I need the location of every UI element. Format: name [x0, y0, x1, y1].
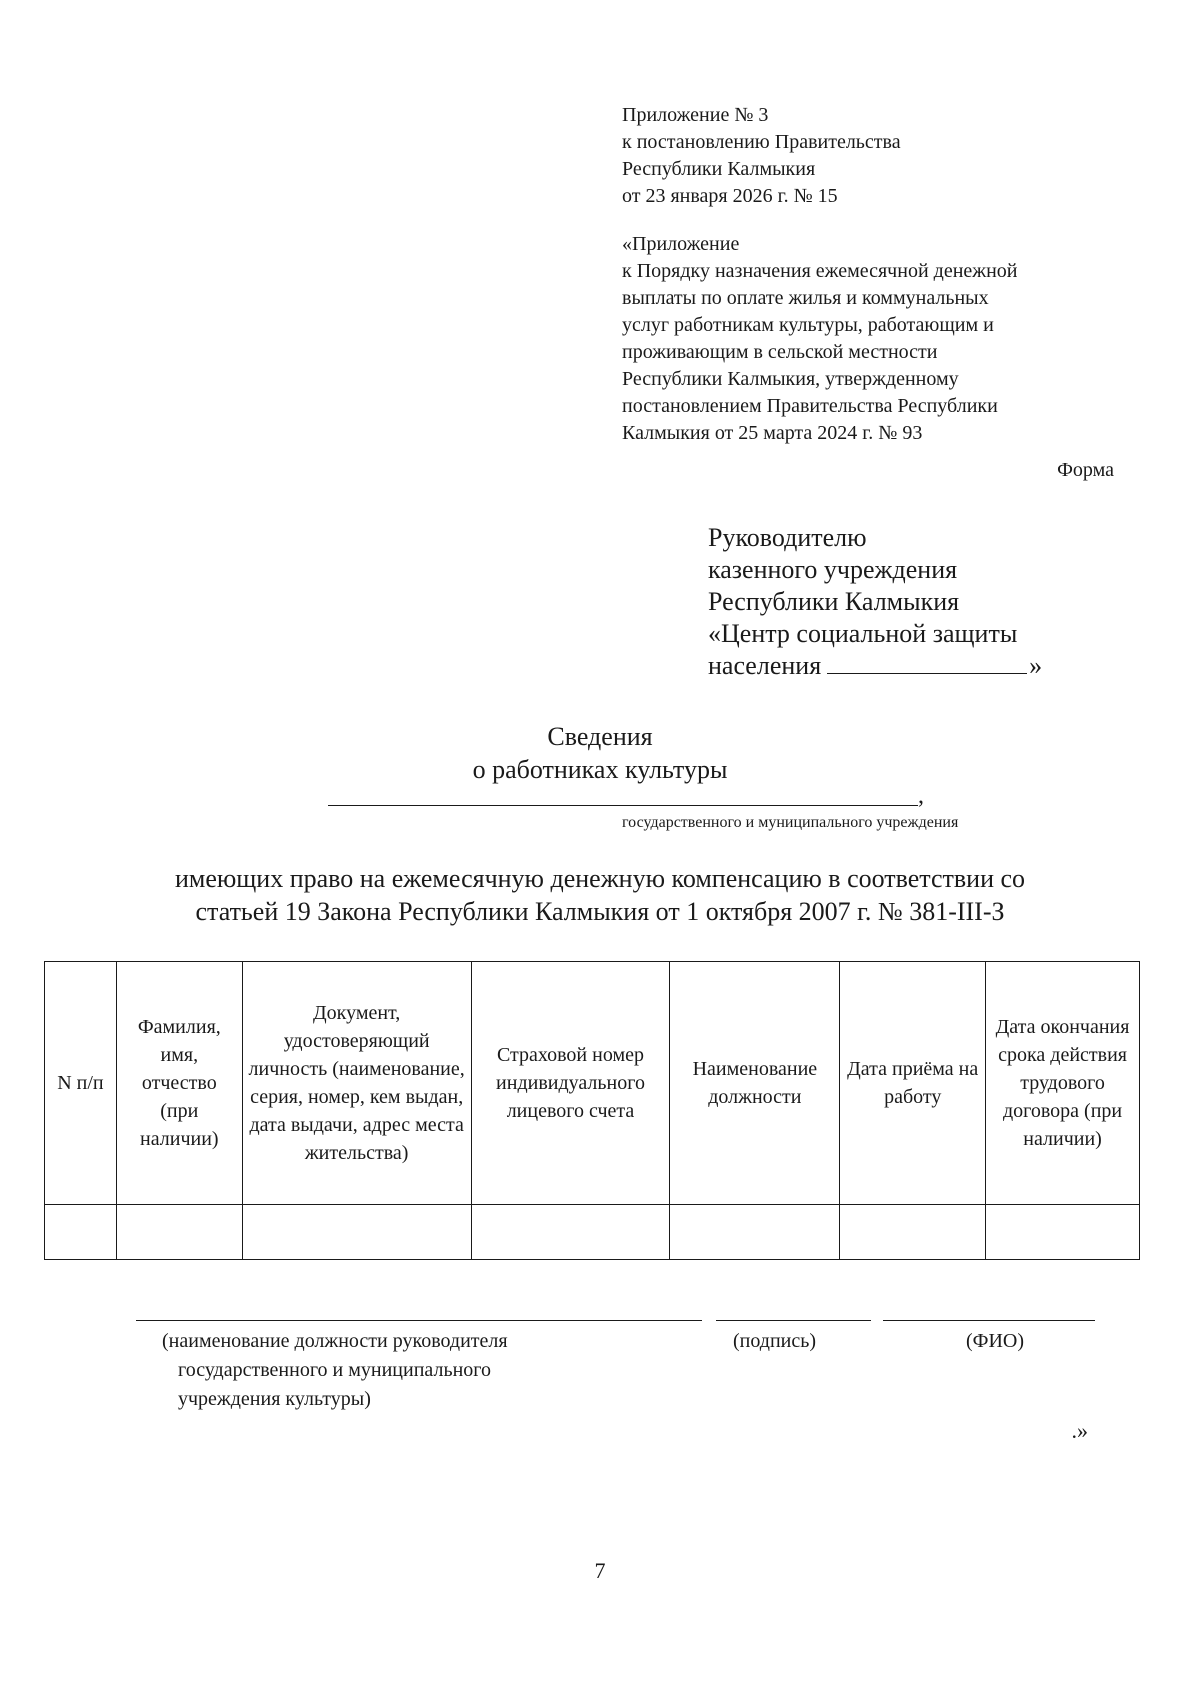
- inner-appendix-line: услуг работникам культуры, работающим и: [622, 314, 994, 336]
- position-caption-line: государственного и муниципального: [178, 1359, 491, 1381]
- column-header-hire-date: Дата приёма на работу: [840, 962, 986, 1205]
- organization-blank-field[interactable]: [328, 805, 918, 806]
- signature-caption: (подпись): [733, 1330, 817, 1352]
- addressee-block: [708, 522, 1042, 682]
- organization-caption: государственного и муниципального учреждения: [622, 814, 959, 831]
- addressee-line: «Центр социальной защиты: [708, 619, 1018, 648]
- inner-appendix-line: постановлением Правительства Республики: [622, 395, 998, 417]
- document-subtitle: о работниках культуры: [472, 755, 728, 784]
- inner-appendix-line: Республики Калмыкия, утвержденному: [622, 368, 959, 390]
- addressee-suffix: »: [1029, 651, 1043, 680]
- appendix-line: к постановлению Правительства: [622, 131, 901, 153]
- table-row: [45, 1205, 1140, 1260]
- page-number: 7: [594, 1558, 606, 1583]
- table-cell[interactable]: [840, 1205, 986, 1260]
- inner-appendix-line: выплаты по оплате жилья и коммунальных: [622, 287, 989, 309]
- closing-quote: .»: [1071, 1418, 1088, 1443]
- signature-line[interactable]: [716, 1320, 871, 1321]
- column-header-position: Наименование должности: [670, 962, 840, 1205]
- appendix-header: [622, 102, 1018, 447]
- column-header-full-name: Фамилия, имя, отчество (при наличии): [116, 962, 242, 1205]
- position-signature-line[interactable]: [136, 1320, 702, 1321]
- full-name-caption: (ФИО): [966, 1330, 1025, 1352]
- workers-table: [44, 961, 1140, 1260]
- inner-appendix-line: проживающим в сельской местности: [622, 341, 938, 363]
- organization-comma: ,: [918, 783, 924, 809]
- appendix-date: от 23 января 2026 г. № 15: [622, 185, 838, 207]
- full-name-signature-line[interactable]: [883, 1320, 1095, 1321]
- center-name-blank-field[interactable]: [827, 651, 1027, 674]
- addressee-prefix: населения: [708, 651, 822, 680]
- column-header-insurance-number: Страховой номер индивидуального лицевого счета: [471, 962, 670, 1205]
- appendix-title: Приложение № 3: [622, 104, 769, 126]
- inner-appendix-line: к Порядку назначения ежемесячной денежной: [622, 260, 1018, 282]
- addressee-line: казенного учреждения: [708, 555, 958, 584]
- document-title: Сведения: [547, 722, 653, 751]
- eligibility-line: имеющих право на ежемесячную денежную компенсацию в соответствии со: [174, 864, 1026, 893]
- position-caption-line: учреждения культуры): [178, 1388, 371, 1410]
- position-caption-line: (наименование должности руководителя: [162, 1330, 508, 1352]
- column-header-identity-document: Документ, удостоверяющий личность (наименование, серия, номер, кем выдан, дата выдачи, адрес места жительства): [242, 962, 471, 1205]
- column-header-contract-end-date: Дата окончания срока действия трудового договора (при наличии): [986, 962, 1140, 1205]
- inner-appendix-title: «Приложение: [622, 233, 740, 255]
- form-label: Форма: [1057, 459, 1114, 481]
- table-cell[interactable]: [471, 1205, 670, 1260]
- eligibility-text: [0, 862, 1200, 928]
- table-header-row: [45, 962, 1140, 1205]
- inner-appendix-line: Калмыкия от 25 марта 2024 г. № 93: [622, 422, 923, 444]
- addressee-line: Руководителю: [708, 523, 867, 552]
- table-cell[interactable]: [242, 1205, 471, 1260]
- table-cell[interactable]: [45, 1205, 117, 1260]
- eligibility-line: статьей 19 Закона Республики Калмыкия от 1 октября 2007 г. № 381-III-З: [195, 897, 1005, 926]
- addressee-line: Республики Калмыкия: [708, 587, 960, 616]
- appendix-line: Республики Калмыкия: [622, 158, 816, 180]
- column-header-number: N п/п: [45, 962, 117, 1205]
- table-cell[interactable]: [116, 1205, 242, 1260]
- addressee-line: [708, 650, 1042, 682]
- table-cell[interactable]: [986, 1205, 1140, 1260]
- table-cell[interactable]: [670, 1205, 840, 1260]
- position-caption: [162, 1327, 508, 1414]
